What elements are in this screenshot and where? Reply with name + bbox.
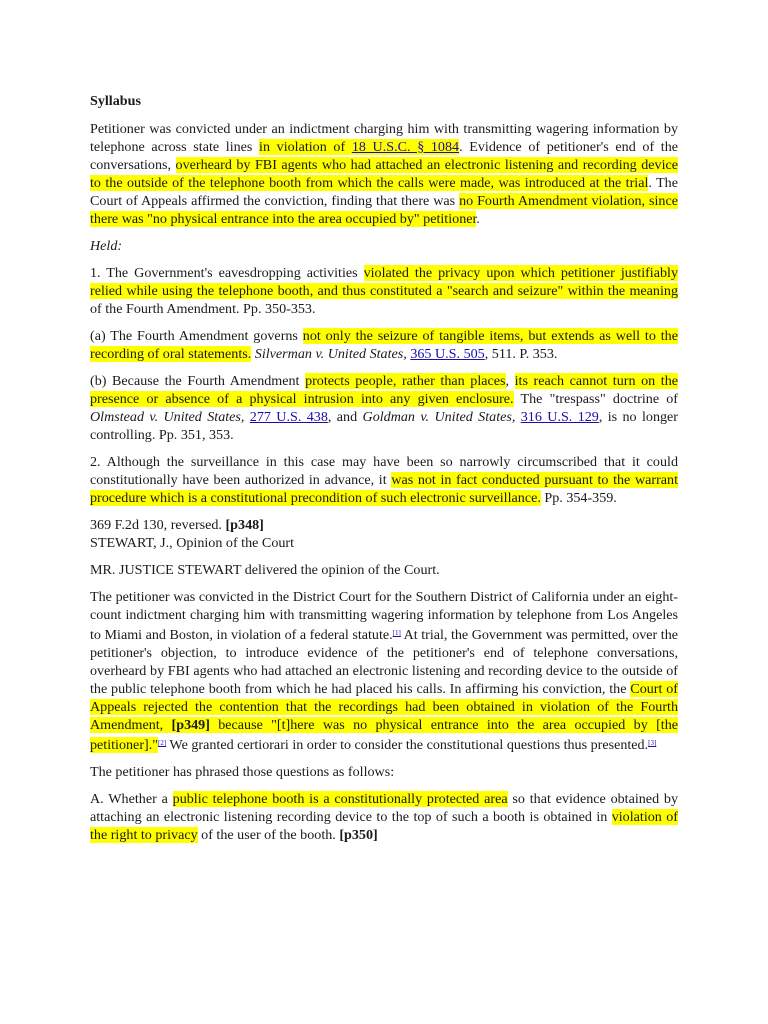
section-title: Syllabus xyxy=(90,93,141,109)
highlight: violated the privacy upon which petitioner justifiably relied while using the telephone booth, and thus constituted a "search and seizure" within the meaning xyxy=(90,265,678,299)
held-point-1b: (b) Because the Fourth Amendment protects people, rather than places, its reach cannot turn on the presence or absence of a physical intrusion into any given enclosure. The "trespass" doctrine of Olmstead v. United States, 277 U.S. 438, and Goldman v. United States, 316 U.S. 129, is no longer controlling. Pp. 351, 353. xyxy=(90,373,679,443)
case-name: Goldman v. United States, xyxy=(362,409,516,425)
case-link[interactable]: 365 U.S. 505 xyxy=(410,346,485,362)
highlight: was not in fact conducted pursuant to the warrant procedure which is a constitutional precondition of such electronic surveillance. xyxy=(90,472,678,506)
highlight: in violation of xyxy=(259,139,352,155)
highlight: because "[t]here was no physical entrance into the area occupied by [the petitioner]." xyxy=(90,717,678,753)
questions-intro: The petitioner has phrased those questions as follows: xyxy=(90,764,395,780)
highlight: not only the seizure of tangible items, but extends as well to the recording of oral statements. xyxy=(90,328,678,362)
page-marker: [p349] xyxy=(171,717,210,733)
held-point-2: 2. Although the surveillance in this case may have been so narrowly circumscribed that it could constitutionally have been authorized in advance, it was not in fact conducted pursuant to the warrant procedure which is a constitutional precondition of such electronic surveillance. Pp. 354-359. xyxy=(90,454,678,506)
syllabus-paragraph: Petitioner was convicted under an indictment charging him with transmitting wagering information by telephone across state lines in violation of 18 U.S.C. § 1084. Evidence of petitioner's end of the conversations, overheard by FBI agents who had attached an electronic listening and recording device to the outside of the telephone booth from which the calls were made, was introduced at the trial. The Court of Appeals affirmed the conviction, finding that there was no Fourth Amendment violation, since there was "no physical entrance into the area occupied by" petitioner. xyxy=(90,121,679,227)
footnote-link[interactable]: [2] xyxy=(157,739,167,747)
footnote-link[interactable]: [1] xyxy=(392,629,401,637)
case-name: Olmstead v. United States, xyxy=(90,409,245,425)
citation-block: 369 F.2d 130, reversed. [p348] STEWART, J., Opinion of the Court xyxy=(90,517,295,551)
opinion-intro: MR. JUSTICE STEWART delivered the opinion of the Court. xyxy=(90,562,440,578)
opinion-paragraph: The petitioner was convicted in the District Court for the Southern District of California under an eight-count indictment charging him with transmitting wagering information by telephone from Los Angeles to Miami and Boston, in violation of a federal statute.[1] At trial, the Government was permitted, over the petitioner's objection, to introduce evidence of the petitioner's end of telephone conversations, overheard by FBI agents who had attached an electronic listening and recording device to the outside of the public telephone booth from which he had placed his calls. In affirming his conviction, the Court of Appeals rejected the contention that the recordings had been obtained in violation of the Fourth Amendment, [p349] because "[t]here was no physical entrance into the area occupied by [the petitioner]."[2] We granted certiorari in order to consider the constitutional questions thus presented.[3] xyxy=(90,589,679,753)
highlight: Court of Appeals rejected the contention that the recordings had been obtained in violation of the Fourth Amendment, xyxy=(90,681,678,733)
page-marker: [p348] xyxy=(225,517,264,533)
document-page xyxy=(90,92,678,853)
held-point-1: 1. The Government's eavesdropping activities violated the privacy upon which petitioner justifiably relied while using the telephone booth, and thus constituted a "search and seizure" within the meaning of the Fourth Amendment. Pp. 350-353. xyxy=(90,265,678,317)
page-marker: [p350] xyxy=(339,827,378,843)
statute-link[interactable]: 18 U.S.C. § 1084 xyxy=(351,139,460,155)
highlight: protects people, rather than places xyxy=(305,373,506,389)
highlight: violation of the right to privacy xyxy=(90,809,678,843)
highlight: its reach cannot turn on the presence or absence of a physical intrusion into any given enclosure. xyxy=(90,373,679,407)
held-label: Held: xyxy=(90,238,123,254)
question-a: A. Whether a public telephone booth is a constitutionally protected area so that evidence obtained by attaching an electronic listening recording device to the top of such a booth is obtained in violation of the right to privacy of the user of the booth. [p350] xyxy=(90,791,679,843)
held-point-1a: (a) The Fourth Amendment governs not only the seizure of tangible items, but extends as well to the recording of oral statements. Silverman v. United States, 365 U.S. 505, 511. P. 353. xyxy=(90,328,678,362)
footnote-link[interactable]: [3] xyxy=(648,739,657,747)
highlight: overheard by FBI agents who had attached an electronic listening and recording device to the outside of the telephone booth from which the calls were made, was introduced at the trial xyxy=(90,157,679,191)
case-link[interactable]: 316 U.S. 129 xyxy=(520,409,599,425)
case-name: Silverman v. United States, xyxy=(254,346,407,362)
case-link[interactable]: 277 U.S. 438 xyxy=(249,409,328,425)
highlight: no Fourth Amendment violation, since there was "no physical entrance into the area occupied by" petitioner xyxy=(90,193,678,227)
highlight: public telephone booth is a constitutionally protected area xyxy=(172,791,508,807)
opinion-heading: STEWART, J., Opinion of the Court xyxy=(90,535,295,551)
